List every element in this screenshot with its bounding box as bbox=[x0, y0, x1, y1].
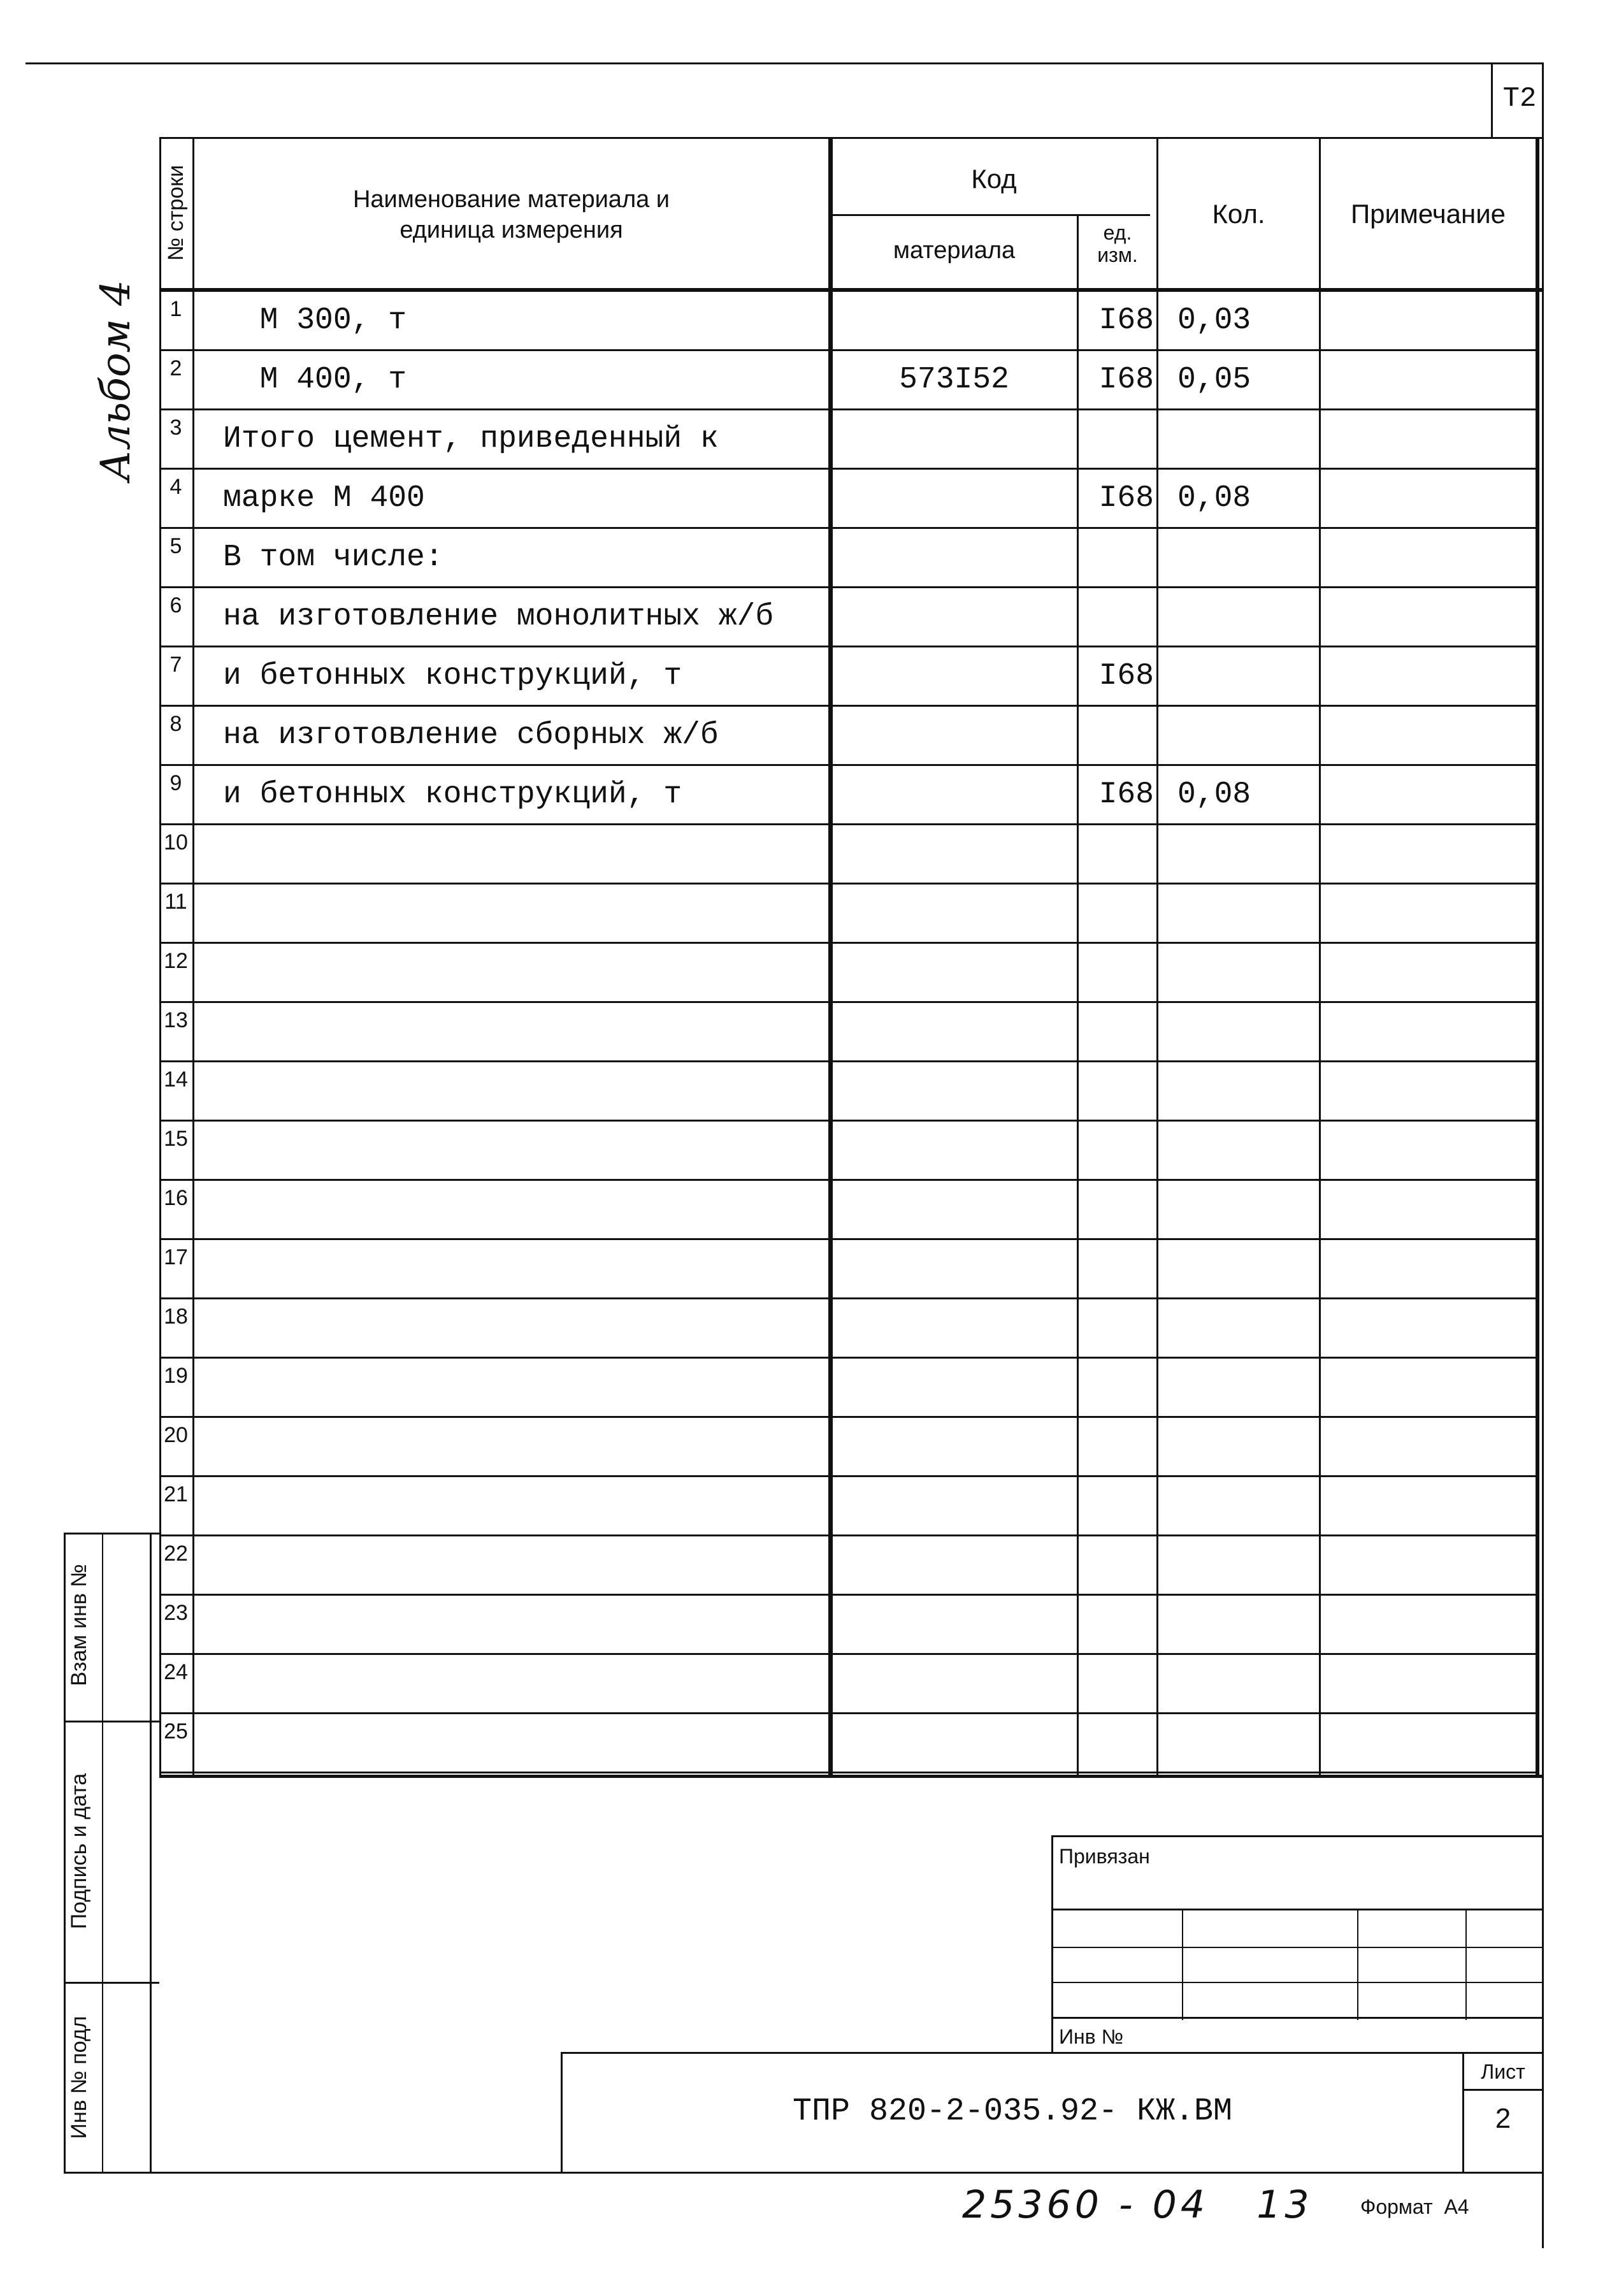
code-split bbox=[831, 214, 1150, 216]
row-number: 7 bbox=[169, 653, 182, 677]
row-qty: 0,05 bbox=[1177, 363, 1251, 397]
row-number: 20 bbox=[164, 1423, 188, 1447]
header-code: Код bbox=[971, 164, 1017, 194]
tb-v3 bbox=[1465, 1909, 1467, 2020]
row-number: 8 bbox=[169, 712, 182, 736]
row-number: 23 bbox=[164, 1601, 188, 1625]
row-number: 14 bbox=[164, 1067, 188, 1092]
side-signature-date: Подпись и дата bbox=[67, 1773, 91, 1930]
top-rule bbox=[25, 62, 1542, 64]
sheet-number: 2 bbox=[1495, 2103, 1511, 2134]
row-divider bbox=[159, 1712, 1539, 1714]
tb-l3 bbox=[1051, 1982, 1542, 1983]
row-number: 9 bbox=[169, 771, 182, 795]
row-number: 15 bbox=[164, 1127, 188, 1151]
row-divider bbox=[159, 646, 1539, 647]
row-number: 11 bbox=[164, 890, 187, 914]
row-number: 6 bbox=[169, 593, 182, 617]
row-name: М 300, т bbox=[223, 303, 407, 338]
col-note-left bbox=[1319, 137, 1321, 1775]
side-inv-orig: Инв № подл bbox=[67, 2016, 91, 2139]
row-number: 22 bbox=[164, 1541, 188, 1566]
row-number: 17 bbox=[164, 1245, 188, 1269]
row-number: 21 bbox=[164, 1482, 188, 1506]
row-divider bbox=[159, 1772, 1539, 1773]
row-number: 1 bbox=[169, 297, 182, 321]
row-name: М 400, т bbox=[223, 363, 407, 397]
row-number: 24 bbox=[164, 1660, 188, 1684]
frame-bottom bbox=[64, 2172, 1542, 2174]
corner-box-left bbox=[1491, 62, 1493, 139]
col-name-left bbox=[192, 137, 194, 1775]
row-unit: I68 bbox=[1098, 481, 1154, 516]
row-divider bbox=[159, 1534, 1539, 1536]
row-divider bbox=[159, 527, 1539, 529]
tb-v2 bbox=[1357, 1909, 1358, 2020]
format-label: Формат А4 bbox=[1360, 2195, 1469, 2218]
stamp-top bbox=[561, 2052, 1542, 2054]
row-divider bbox=[159, 1357, 1539, 1359]
sheet-label: Лист bbox=[1481, 2060, 1525, 2083]
tb-v1 bbox=[1182, 1909, 1183, 2020]
row-divider bbox=[159, 586, 1539, 588]
row-qty: 0,03 bbox=[1177, 303, 1251, 338]
header-name-line1: Наименование материала и bbox=[352, 186, 670, 213]
row-name: марке М 400 bbox=[223, 481, 425, 516]
row-number: 16 bbox=[164, 1186, 188, 1210]
row-name: на изготовление сборных ж/б bbox=[223, 718, 719, 753]
tb-l2 bbox=[1051, 1947, 1542, 1948]
sheet-corner-number: Т2 bbox=[1502, 83, 1537, 115]
row-divider bbox=[159, 1001, 1539, 1003]
archive-number: 25360 - 04 13 bbox=[962, 2183, 1313, 2227]
header-unit-line2: изм. bbox=[1097, 243, 1138, 267]
row-unit: I68 bbox=[1098, 777, 1154, 812]
tb-l4 bbox=[1051, 2017, 1542, 2019]
tb-inv-no: Инв № bbox=[1059, 2025, 1123, 2048]
row-number: 18 bbox=[164, 1304, 188, 1329]
tb-bound: Привязан bbox=[1059, 1845, 1150, 1868]
header-unit bbox=[1079, 222, 1156, 266]
row-number: 4 bbox=[169, 475, 182, 499]
row-number: 10 bbox=[164, 830, 188, 855]
row-name: и бетонных конструкций, т bbox=[223, 659, 682, 693]
doc-code: ТПР 820-2-035.92- КЖ.ВМ bbox=[792, 2093, 1233, 2130]
tb-left bbox=[1051, 1835, 1053, 2052]
table-bottom bbox=[159, 1775, 1542, 1778]
row-divider bbox=[159, 1416, 1539, 1418]
header-row-no: № строки bbox=[164, 164, 188, 261]
side-stamp-sep1 bbox=[64, 1721, 159, 1722]
row-divider bbox=[159, 1475, 1539, 1477]
row-name: Итого цемент, приведенный к bbox=[223, 422, 719, 456]
side-replaced-inv: Взам инв № bbox=[67, 1564, 91, 1686]
row-divider bbox=[159, 468, 1539, 470]
header-material: материала bbox=[893, 237, 1016, 264]
row-name: В том числе: bbox=[223, 540, 443, 575]
table-top bbox=[159, 137, 1542, 139]
row-divider bbox=[159, 942, 1539, 944]
row-name: и бетонных конструкций, т bbox=[223, 777, 682, 812]
row-divider bbox=[159, 349, 1539, 351]
row-number: 25 bbox=[164, 1719, 188, 1744]
row-divider bbox=[159, 823, 1539, 825]
header-note: Примечание bbox=[1350, 199, 1506, 229]
sheet-box-split bbox=[1462, 2089, 1542, 2091]
row-divider bbox=[159, 1653, 1539, 1655]
album-note: Альбом 4 bbox=[92, 280, 140, 481]
header-bottom bbox=[159, 288, 1542, 292]
row-name: на изготовление монолитных ж/б bbox=[223, 600, 774, 634]
row-unit: I68 bbox=[1098, 659, 1154, 693]
row-number: 12 bbox=[164, 949, 188, 973]
row-divider bbox=[159, 1179, 1539, 1181]
row-material: 573I52 bbox=[899, 363, 1009, 397]
side-stamp-inner bbox=[102, 1533, 103, 2173]
tb-top bbox=[1051, 1835, 1542, 1837]
row-divider bbox=[159, 1594, 1539, 1596]
frame-right-outer bbox=[1542, 62, 1544, 2248]
row-divider bbox=[159, 408, 1539, 410]
row-qty: 0,08 bbox=[1177, 777, 1251, 812]
header-unit-line1: ед. bbox=[1103, 221, 1132, 244]
col-unit-left bbox=[1077, 214, 1079, 1775]
row-divider bbox=[159, 764, 1539, 766]
header-name bbox=[194, 185, 828, 245]
row-divider bbox=[159, 1238, 1539, 1240]
col-note-right bbox=[1536, 137, 1539, 1775]
row-number: 3 bbox=[169, 415, 182, 440]
tb-l1 bbox=[1051, 1909, 1542, 1910]
row-divider bbox=[159, 705, 1539, 707]
row-unit: I68 bbox=[1098, 303, 1154, 338]
row-number: 5 bbox=[169, 534, 182, 558]
side-stamp-right bbox=[150, 1533, 152, 2173]
side-stamp-left bbox=[64, 1533, 66, 2173]
header-qty: Кол. bbox=[1212, 199, 1265, 229]
row-qty: 0,08 bbox=[1177, 481, 1251, 516]
row-divider bbox=[159, 1120, 1539, 1122]
row-number: 2 bbox=[169, 356, 182, 380]
row-unit: I68 bbox=[1098, 363, 1154, 397]
row-number: 19 bbox=[164, 1364, 188, 1388]
header-name-line2: единица измерения bbox=[399, 216, 623, 243]
row-divider bbox=[159, 1297, 1539, 1299]
row-number: 13 bbox=[164, 1008, 188, 1032]
row-divider bbox=[159, 1060, 1539, 1062]
row-divider bbox=[159, 883, 1539, 884]
